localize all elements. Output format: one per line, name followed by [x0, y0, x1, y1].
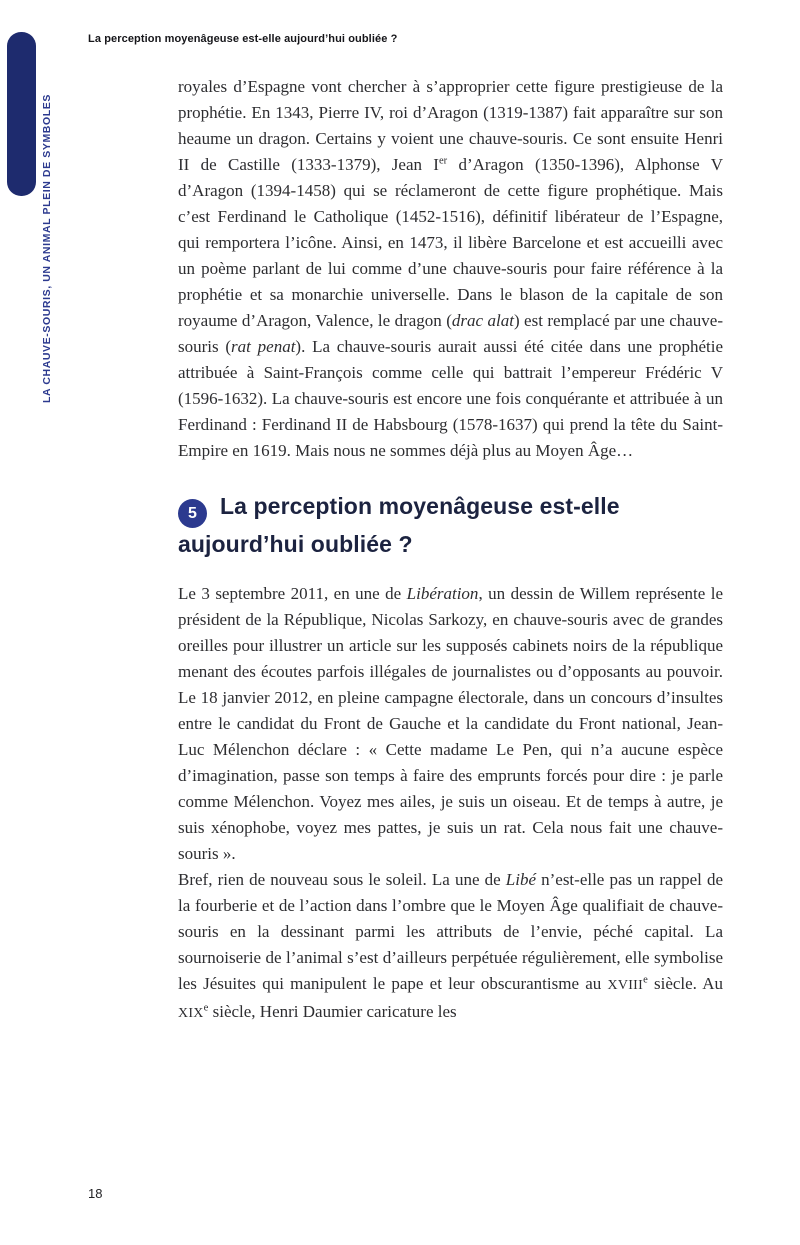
body-paragraphs-top: [178, 74, 723, 464]
chapter-tab-marker: [7, 32, 36, 196]
running-header: La perception moyenâgeuse est-elle aujourd’hui oubliée ?: [88, 33, 398, 45]
section-heading: [178, 490, 723, 561]
chapter-vertical-title: LA CHAUVE-SOURIS, UN ANIMAL PLEIN DE SYMBOLES: [41, 94, 53, 403]
body-paragraph: Le 3 septembre 2011, en une de Libération, un dessin de Willem représente le président de la République, Nicolas Sarkozy, en chauve-souris avec de grandes oreilles pour illustrer un article sur les supposés cabinets noirs de la république menant des écoutes parfois illégales de journalistes ou d’opposants au pouvoir. Le 18 janvier 2012, en pleine campagne électorale, dans un concours d’insultes entre le candidat du Front de Gauche et la candidate du Front national, Jean-Luc Mélenchon déclare : « Cette madame Le Pen, qui n’a aucune espèce d’imagination, passe son temps à faire des emprunts forcés pour dire : je parle comme Mélenchon. Voyez mes ailes, je suis un oiseau. Et de temps à autre, je suis xénophobe, voyez mes pattes, je suis un rat. Cela nous fait une chauve-souris ».: [178, 584, 723, 863]
section-number-badge: 5: [178, 499, 207, 528]
page-number: 18: [88, 1186, 103, 1201]
section-title: La perception moyenâgeuse est-elle aujourd’hui oubliée ?: [178, 493, 620, 557]
body-paragraphs-bottom: [178, 581, 723, 1027]
body-paragraph: Bref, rien de nouveau sous le soleil. La une de Libé n’est-elle pas un rappel de la fourberie et de l’action dans l’ombre que le Moyen Âge qualifiait de chauve-souris en la dessinant parmi les attributs de l’envie, péché capital. La sournoiserie de l’animal s’est d’ailleurs perpétuée régulièrement, elle symbolise les Jésuites qui manipulent le pape et leur obscurantisme au XVIIIe siècle. Au XIXe siècle, Henri Daumier caricature les: [178, 870, 723, 1021]
body-paragraph: royales d’Espagne vont chercher à s’approprier cette figure prestigieuse de la prophétie. En 1343, Pierre IV, roi d’Aragon (1319-1387) fait apparaître sur son heaume un dragon. Certains y voient une chauve-souris. Ce sont ensuite Henri II de Castille (1333-1379), Jean Ier d’Aragon (1350-1396), Alphonse V d’Aragon (1394-1458) qui se réclameront de cette figure prophétique. Mais c’est Ferdinand le Catholique (1452-1516), définitif libérateur de l’Espagne, qui remportera l’icône. Ainsi, en 1473, il libère Barcelone et est accueilli avec un poème parlant de lui comme d’une chauve-souris pour faire référence à la prophétie et sa monarchie universelle. Dans le blason de la capitale de son royaume d’Aragon, Valence, le dragon (drac alat) est remplacé par une chauve-souris (rat penat). La chauve-souris aurait aussi été citée dans une prophétie attribuée à Saint-François comme celle qui battrait l’empereur Frédéric V (1596-1632). La chauve-souris est encore une fois conquérante et attribuée à un Ferdinand : Ferdinand II de Habsbourg (1578-1637) qui prend la tête du Saint-Empire en 1619. Mais nous ne sommes déjà plus au Moyen Âge…: [178, 77, 724, 460]
content-column: [178, 74, 723, 1027]
